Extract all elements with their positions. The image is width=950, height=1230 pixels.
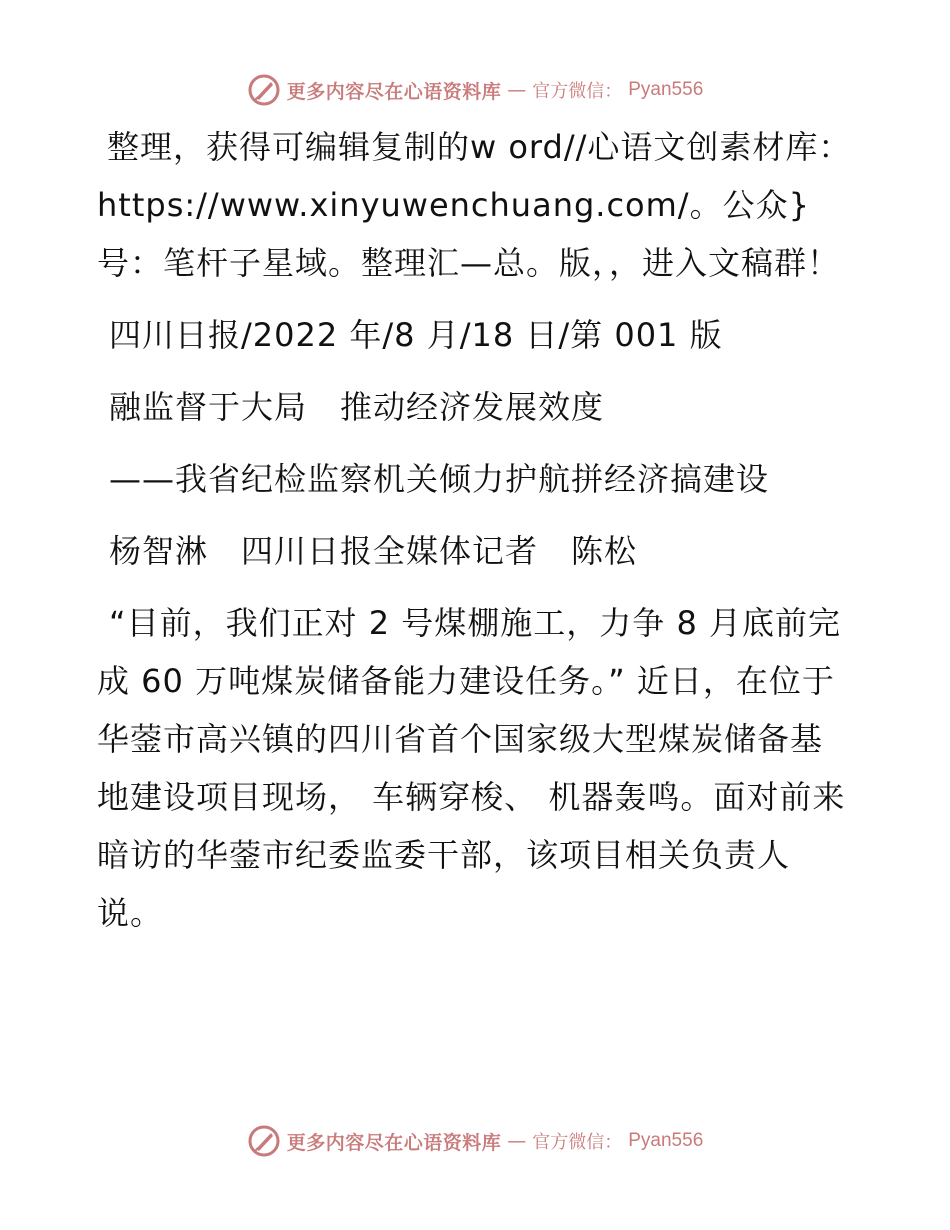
watermark-official-label: 官方微信： [532, 1132, 623, 1153]
quill-logo-icon [247, 73, 281, 107]
watermark-wechat-id: Pyan556 [628, 1130, 704, 1151]
header-watermark [0, 70, 950, 110]
quill-logo-icon [247, 1124, 281, 1158]
watermark-separator: — [507, 79, 527, 101]
intro-paragraph: 整理，获得可编辑复制的w ord//心语文创素材库：https://www.xinyuwenchuang.com/。公众}号：笔杆子星域。整理汇—总。版，，进入文稿群！ [97, 128, 852, 282]
watermark-official-label: 官方微信： [532, 81, 623, 102]
article-subtitle: ——我省纪检监察机关倾力护航拼经济搞建设 [109, 460, 770, 498]
body-paragraph: “目前，我们正对 2 号煤棚施工，力争 8 月底前完成 60 万吨煤炭储备能力建设任务。” 近日，在位于华蓥市高兴镇的四川省首个国家级大型煤炭储备基地建设项目现场， 车辆穿梭、 机器轰鸣。面对前来暗访的华蓥市纪委监委干部，该项目相关负责人说。 [97, 604, 846, 932]
watermark-separator: — [507, 1130, 527, 1152]
source-line: 四川日报/2022 年/8 月/18 日/第 001 版 [109, 316, 723, 354]
document-body [97, 118, 852, 942]
footer-watermark [0, 1121, 950, 1161]
watermark-wechat-id: Pyan556 [628, 79, 704, 100]
article-byline: 杨智淋 四川日报全媒体记者 陈松 [109, 532, 638, 570]
watermark-site-text: 更多内容尽在心语资料库 [286, 80, 502, 103]
article-title: 融监督于大局 推动经济发展效度 [109, 388, 605, 426]
watermark-site-text: 更多内容尽在心语资料库 [286, 1131, 502, 1154]
